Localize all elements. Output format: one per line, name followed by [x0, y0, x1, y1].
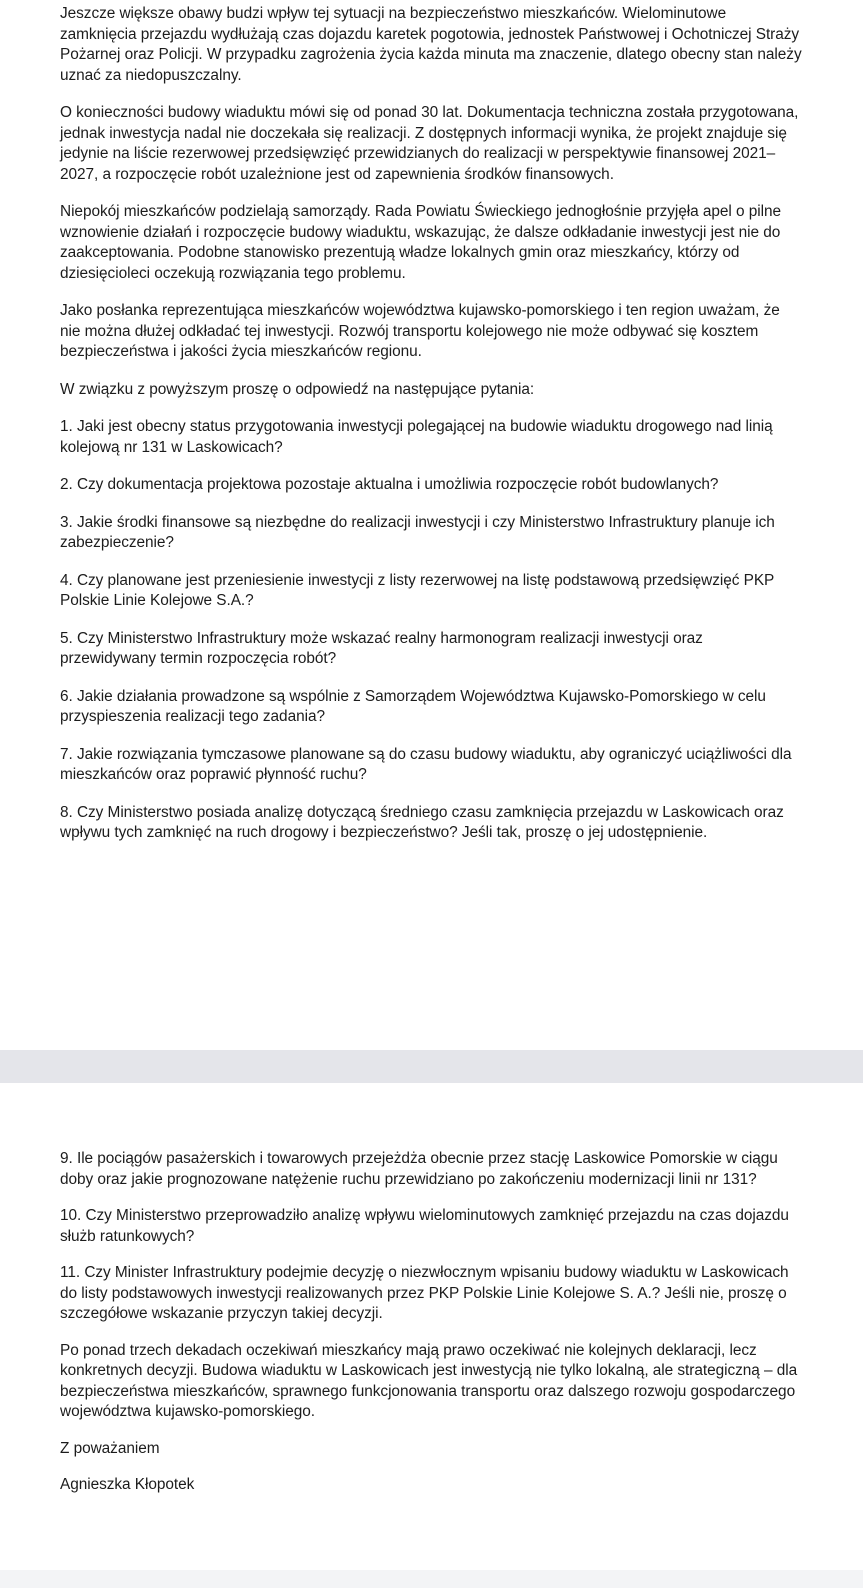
document-part-two: [0, 1149, 863, 1496]
question-3: 3. Jakie środki finansowe są niezbędne do realizacji inwestycji i czy Ministerstwo Infrastruktury planuje ich zabezpieczenie?: [60, 513, 775, 551]
question-9: 9. Ile pociągów pasażerskich i towarowych przejeżdża obecnie przez stację Laskowice Pomorskie w ciągu doby oraz jakie prognozowane natężenie ruchu przewidziano po zakończeniu modernizacji linii nr 131?: [60, 1150, 778, 1188]
question-10: 10. Czy Ministerstwo przeprowadziło analizę wpływu wielominutowych zamknięć przejazdu na czas dojazdu służb ratunkowych?: [60, 1207, 789, 1245]
page-separator: [0, 1050, 863, 1083]
question-7: 7. Jakie rozwiązania tymczasowe planowane są do czasu budowy wiaduktu, aby ograniczyć uciążliwości dla mieszkańców oraz poprawić płynność ruchu?: [60, 745, 792, 783]
closing-salutation: Z poważaniem: [60, 1439, 160, 1457]
question-5: 5. Czy Ministerstwo Infrastruktury może wskazać realny harmonogram realizacji inwestycji oraz przewidywany termin rozpoczęcia robót?: [60, 629, 703, 667]
question-6: 6. Jakie działania prowadzone są wspólnie z Samorządem Województwa Kujawsko-Pomorskiego w celu przyspieszenia realizacji tego zadania?: [60, 687, 766, 725]
paragraph-conclusion: Po ponad trzech dekadach oczekiwań mieszkańcy mają prawo oczekiwać nie kolejnych deklaracji, lecz konkretnych decyzji. Budowa wiaduktu w Laskowicach jest inwestycją nie tylko lokalną, ale strategiczną – dla bezpieczeństwa mieszkańców, sprawnego funkcjonowania transportu oraz dalszego rozwoju gospodarczego województwa kujawsko-pomorskiego.: [60, 1341, 798, 1420]
paragraph-questions-intro: W związku z powyższym proszę o odpowiedź na następujące pytania:: [60, 380, 535, 398]
question-1: 1. Jaki jest obecny status przygotowania inwestycji polegającej na budowie wiaduktu drogowego nad linią kolejową nr 131 w Laskowicach?: [60, 418, 773, 456]
question-2: 2. Czy dokumentacja projektowa pozostaje aktualna i umożliwia rozpoczęcie robót budowlanych?: [60, 476, 719, 493]
question-8: 8. Czy Ministerstwo posiada analizę dotyczącą średniego czasu zamknięcia przejazdu w Laskowicach oraz wpływu tych zamknięć na ruch drogowy i bezpieczeństwo? Jeśli tak, proszę o jej udostępnienie.: [60, 803, 784, 841]
paragraph-history: O konieczności budowy wiaduktu mówi się od ponad 30 lat. Dokumentacja techniczna została przygotowana, jednak inwestycja nadal nie doczekała się realizacji. Z dostępnych informacji wynika, że projekt znajduje się jedynie na liście rezerwowej przedsięwzięć przewidzianych do realizacji w perspektywie finansowej 2021–2027, a rozpoczęcie robót uzależnione jest od zapewnienia środków finansowych.: [60, 104, 799, 183]
bottom-edge: [0, 1570, 863, 1588]
signature-name: Agnieszka Kłopotek: [60, 1476, 195, 1493]
question-4: 4. Czy planowane jest przeniesienie inwestycji z listy rezerwowej na listę podstawową przedsięwzięć PKP Polskie Linie Kolejowe S.A.?: [60, 571, 774, 609]
paragraph-safety: Jeszcze większe obawy budzi wpływ tej sytuacji na bezpieczeństwo mieszkańców. Wielominutowe zamknięcia przejazdu wydłużają czas dojazdu karetek pogotowia, jednostek Państwowej i Ochotniczej Straży Pożarnej oraz Policji. W przypadku zagrożenia życia każda minuta ma znaczenie, dlatego obecny stan należy uznać za niedopuszczalny.: [60, 5, 802, 84]
paragraph-mp-position: Jako posłanka reprezentująca mieszkańców województwa kujawsko-pomorskiego i ten region uważam, że nie można dłużej odkładać tej inwestycji. Rozwój transportu kolejowego nie może odbywać się kosztem bezpieczeństwa i jakości życia mieszkańców regionu.: [60, 302, 780, 360]
question-11: 11. Czy Minister Infrastruktury podejmie decyzję o niezwłocznym wpisaniu budowy wiaduktu w Laskowicach do listy podstawowych inwestycji realizowanych przez PKP Polskie Linie Kolejowe S. A.? Jeśli nie, proszę o szczegółowe wskazanie przyczyn takiej decyzji.: [60, 1264, 789, 1322]
document-part-one: [0, 4, 863, 844]
paragraph-local-government: Niepokój mieszkańców podzielają samorządy. Rada Powiatu Świeckiego jednogłośnie przyjęła apel o pilne wznowienie działań i rozpoczęcie budowy wiaduktu, wskazując, że dalsze odkładanie inwestycji jest nie do zaakceptowania. Podobne stanowisko prezentują władze lokalnych gmin oraz mieszkańcy, którzy od dziesięcioleci oczekują rozwiązania tego problemu.: [60, 203, 781, 282]
